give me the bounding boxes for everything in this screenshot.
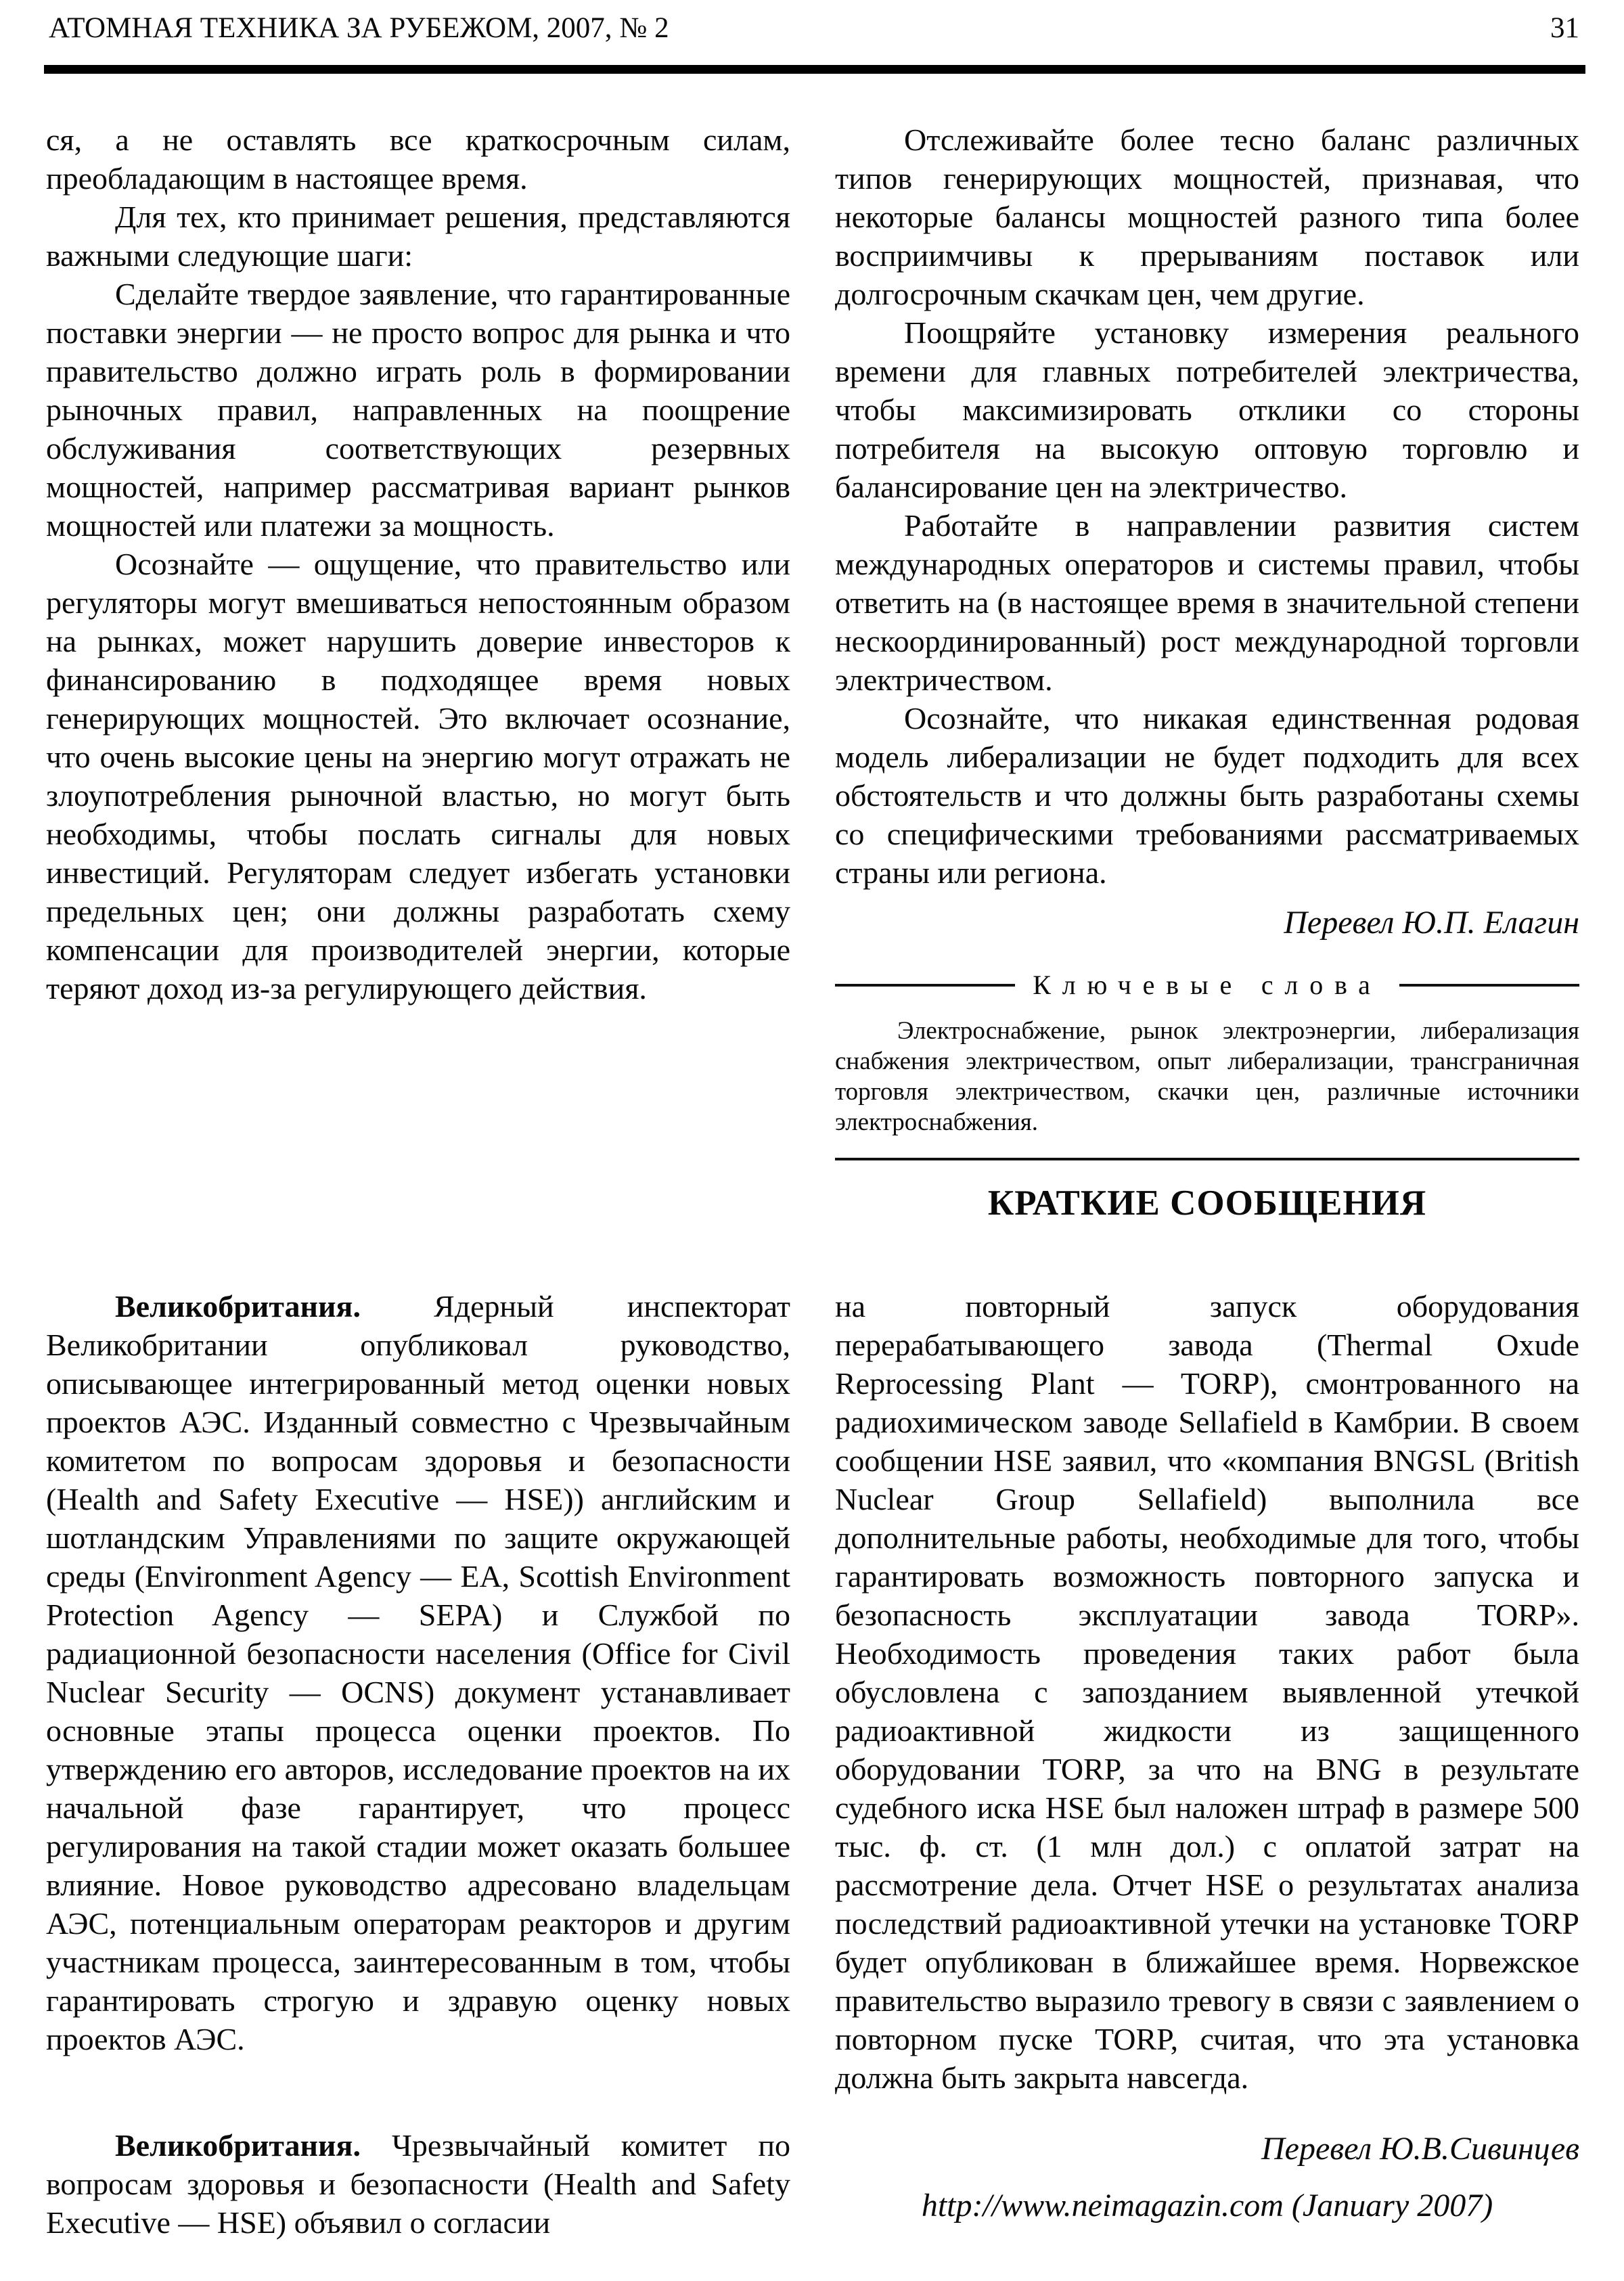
paragraph-uk-hse xyxy=(46,2126,790,2242)
source-url-line: http://www.neimagazin.com (January 2007) xyxy=(921,2188,1493,2223)
paragraph-realize: Осознайте — ощущение, что правительство или регуляторы могут вмешиваться непостоянным образом на рынках, может нарушить доверие инвесторов к финансированию в подходящее время новых генерирующих мощностей. Это включает осознание, что очень высокие цены на энергию могут отражать не злоупотребления рыночной властью, но могут быть необходимы, чтобы послать сигналы для новых инвестиций. Регуляторам следует избегать установки предельных цен; они должны разработать схему компенсации для производителей энергии, которые теряют доход из-за регулирующего действия. xyxy=(46,547,790,1006)
keywords-rule-right xyxy=(1399,984,1579,987)
left-column-uk1-block xyxy=(46,1287,790,2058)
right-column-brief-block xyxy=(835,1287,1579,2097)
paragraph-realize2: Осознайте, что никакая единственная родовая модель либерализации не будет подходить для всех обстоятельств и что должны быть разработаны схемы со специфическими требованиями рассматриваемых страны или региона. xyxy=(835,701,1579,890)
header-rule xyxy=(44,65,1585,74)
keywords-title: Ключевые слова xyxy=(1033,970,1382,1000)
paragraph-track: Отслеживайте более тесно баланс различных типов генерирующих мощностей, признавая, что некоторые балансы мощностей разного типа более восприимчивы к прерываниям поставок или долгосрочным скачкам цен, чем другие. xyxy=(835,122,1579,311)
paragraph-statement: Сделайте твердое заявление, что гарантированные поставки энергии — не просто вопрос для рынка и что правительство должно играть роль в формировании рыночных правил, направленных на поощрение обслуживания соответствующих резервных мощностей, например рассматривая вариант рынков мощностей или платежи за мощность. xyxy=(46,277,790,543)
country-lead-uk1: Великобритания. xyxy=(115,1289,361,1324)
paragraph-encourage: Поощряйте установку измерения реального времени для главных потребителей электричества, чтобы максимизировать отклики со стороны потребителя на высокую оптовую торговлю и балансирование цен на электричество. xyxy=(835,315,1579,504)
page-number: 31 xyxy=(1550,12,1579,44)
paragraph-steps: Для тех, кто принимает решения, представляются важными следующие шаги: xyxy=(46,200,790,273)
keywords-block xyxy=(835,969,1579,1160)
paragraph-uk1-text: Ядерный инспекторат Великобритании опубликовал руководство, описывающее интегрированный метод оценки новых проектов АЭС. Изданный совместно с Чрезвычайным комитетом по вопросам здоровья и безопасности (Health and Safety Executive — HSE)) английским и шотландским Управлениями по защите окружающей среды (Environment Agency — EA, Scottish Environment Protection Agency — SEPA) и Службой по радиационной безопасности населения (Office for Civil Nuclear Security — OCNS) документ устанавливает основные этапы процесса оценки проектов. По утверждению его авторов, исследование проектов на их начальной фазе гарантирует, что процесс регулирования на такой стадии может оказать большее влияние. Новое руководство адресовано владельцам АЭС, потенциальным операторам реакторов и другим участникам процесса, заинтересованным в том, чтобы гарантировать строгую и здравую оценку новых проектов АЭС. xyxy=(46,1289,790,2056)
country-lead-uk2: Великобритания. xyxy=(115,2128,361,2163)
keywords-text: Электроснабжение, рынок электроэнергии, либерализация снабжения электричеством, опыт либерализации, трансграничная торговля электричеством, скачки цен, различные источники электроснабжения. xyxy=(835,1017,1579,1136)
right-column-top-block xyxy=(835,120,1579,892)
left-column-top-block xyxy=(46,120,790,1008)
keywords-bottom-rule xyxy=(835,1158,1579,1160)
translator-line-1: Перевел Ю.П. Елагин xyxy=(1284,905,1579,941)
journal-title: АТОМНАЯ ТЕХНИКА ЗА РУБЕЖОМ, 2007, № 2 xyxy=(49,12,669,44)
translator-line-2: Перевел Ю.В.Сивинцев xyxy=(1261,2131,1579,2167)
paragraph-brief-continuation: на повторный запуск оборудования перерабатывающего завода (Thermal Oxude Reprocessing Plant — TORP), смонтрованного на радиохимическом заводе Sellafield в Камбрии. В своем сообщении HSE заявил, что «компания BNGSL (British Nuclear Group Sellafield) выполнила все дополнительные работы, необходимые для того, чтобы гарантировать возможность повторного запуска и безопасность эксплуатации завода TORP». Необходимость проведения таких работ была обусловлена с запозданием выявленной утечкой радиоактивной жидкости из защищенного оборудовании TORP, за что на BNG в результате судебного иска HSE был наложен штраф в размере 500 тыс. ф. ст. (1 млн дол.) с оплатой затрат на рассмотрение дела. Отчет HSE о результатах анализа последствий радиоактивной утечки на установке TORP будет опубликован в ближайшее время. Норвежское правительство выразило тревогу в связи с заявлением о повторном пуске TORP, считая, что эта установка должна быть закрыта навсегда. xyxy=(835,1289,1579,2095)
paragraph-continuation: ся, а не оставлять все краткосрочным силам, преобладающим в настоящее время. xyxy=(46,122,790,196)
running-head xyxy=(49,11,1579,46)
paragraph-uk2-text: Чрезвычайный комитет по вопросам здоровья и безопасности (Health and Safety Executive — HSE) объявил о согласии xyxy=(46,2128,790,2240)
section-heading-brief-reports: КРАТКИЕ СООБЩЕНИЯ xyxy=(987,1183,1427,1223)
paragraph-uk-guidance xyxy=(46,1287,790,2058)
keywords-title-row xyxy=(835,969,1579,1001)
paragraph-work: Работайте в направлении развития систем международных операторов и системы правил, чтобы ответить на (в настоящее время в значительной степени нескоординированный) рост международной торговли электричеством. xyxy=(835,508,1579,697)
left-column-uk2-block xyxy=(46,2126,790,2242)
keywords-rule-left xyxy=(835,984,1015,987)
